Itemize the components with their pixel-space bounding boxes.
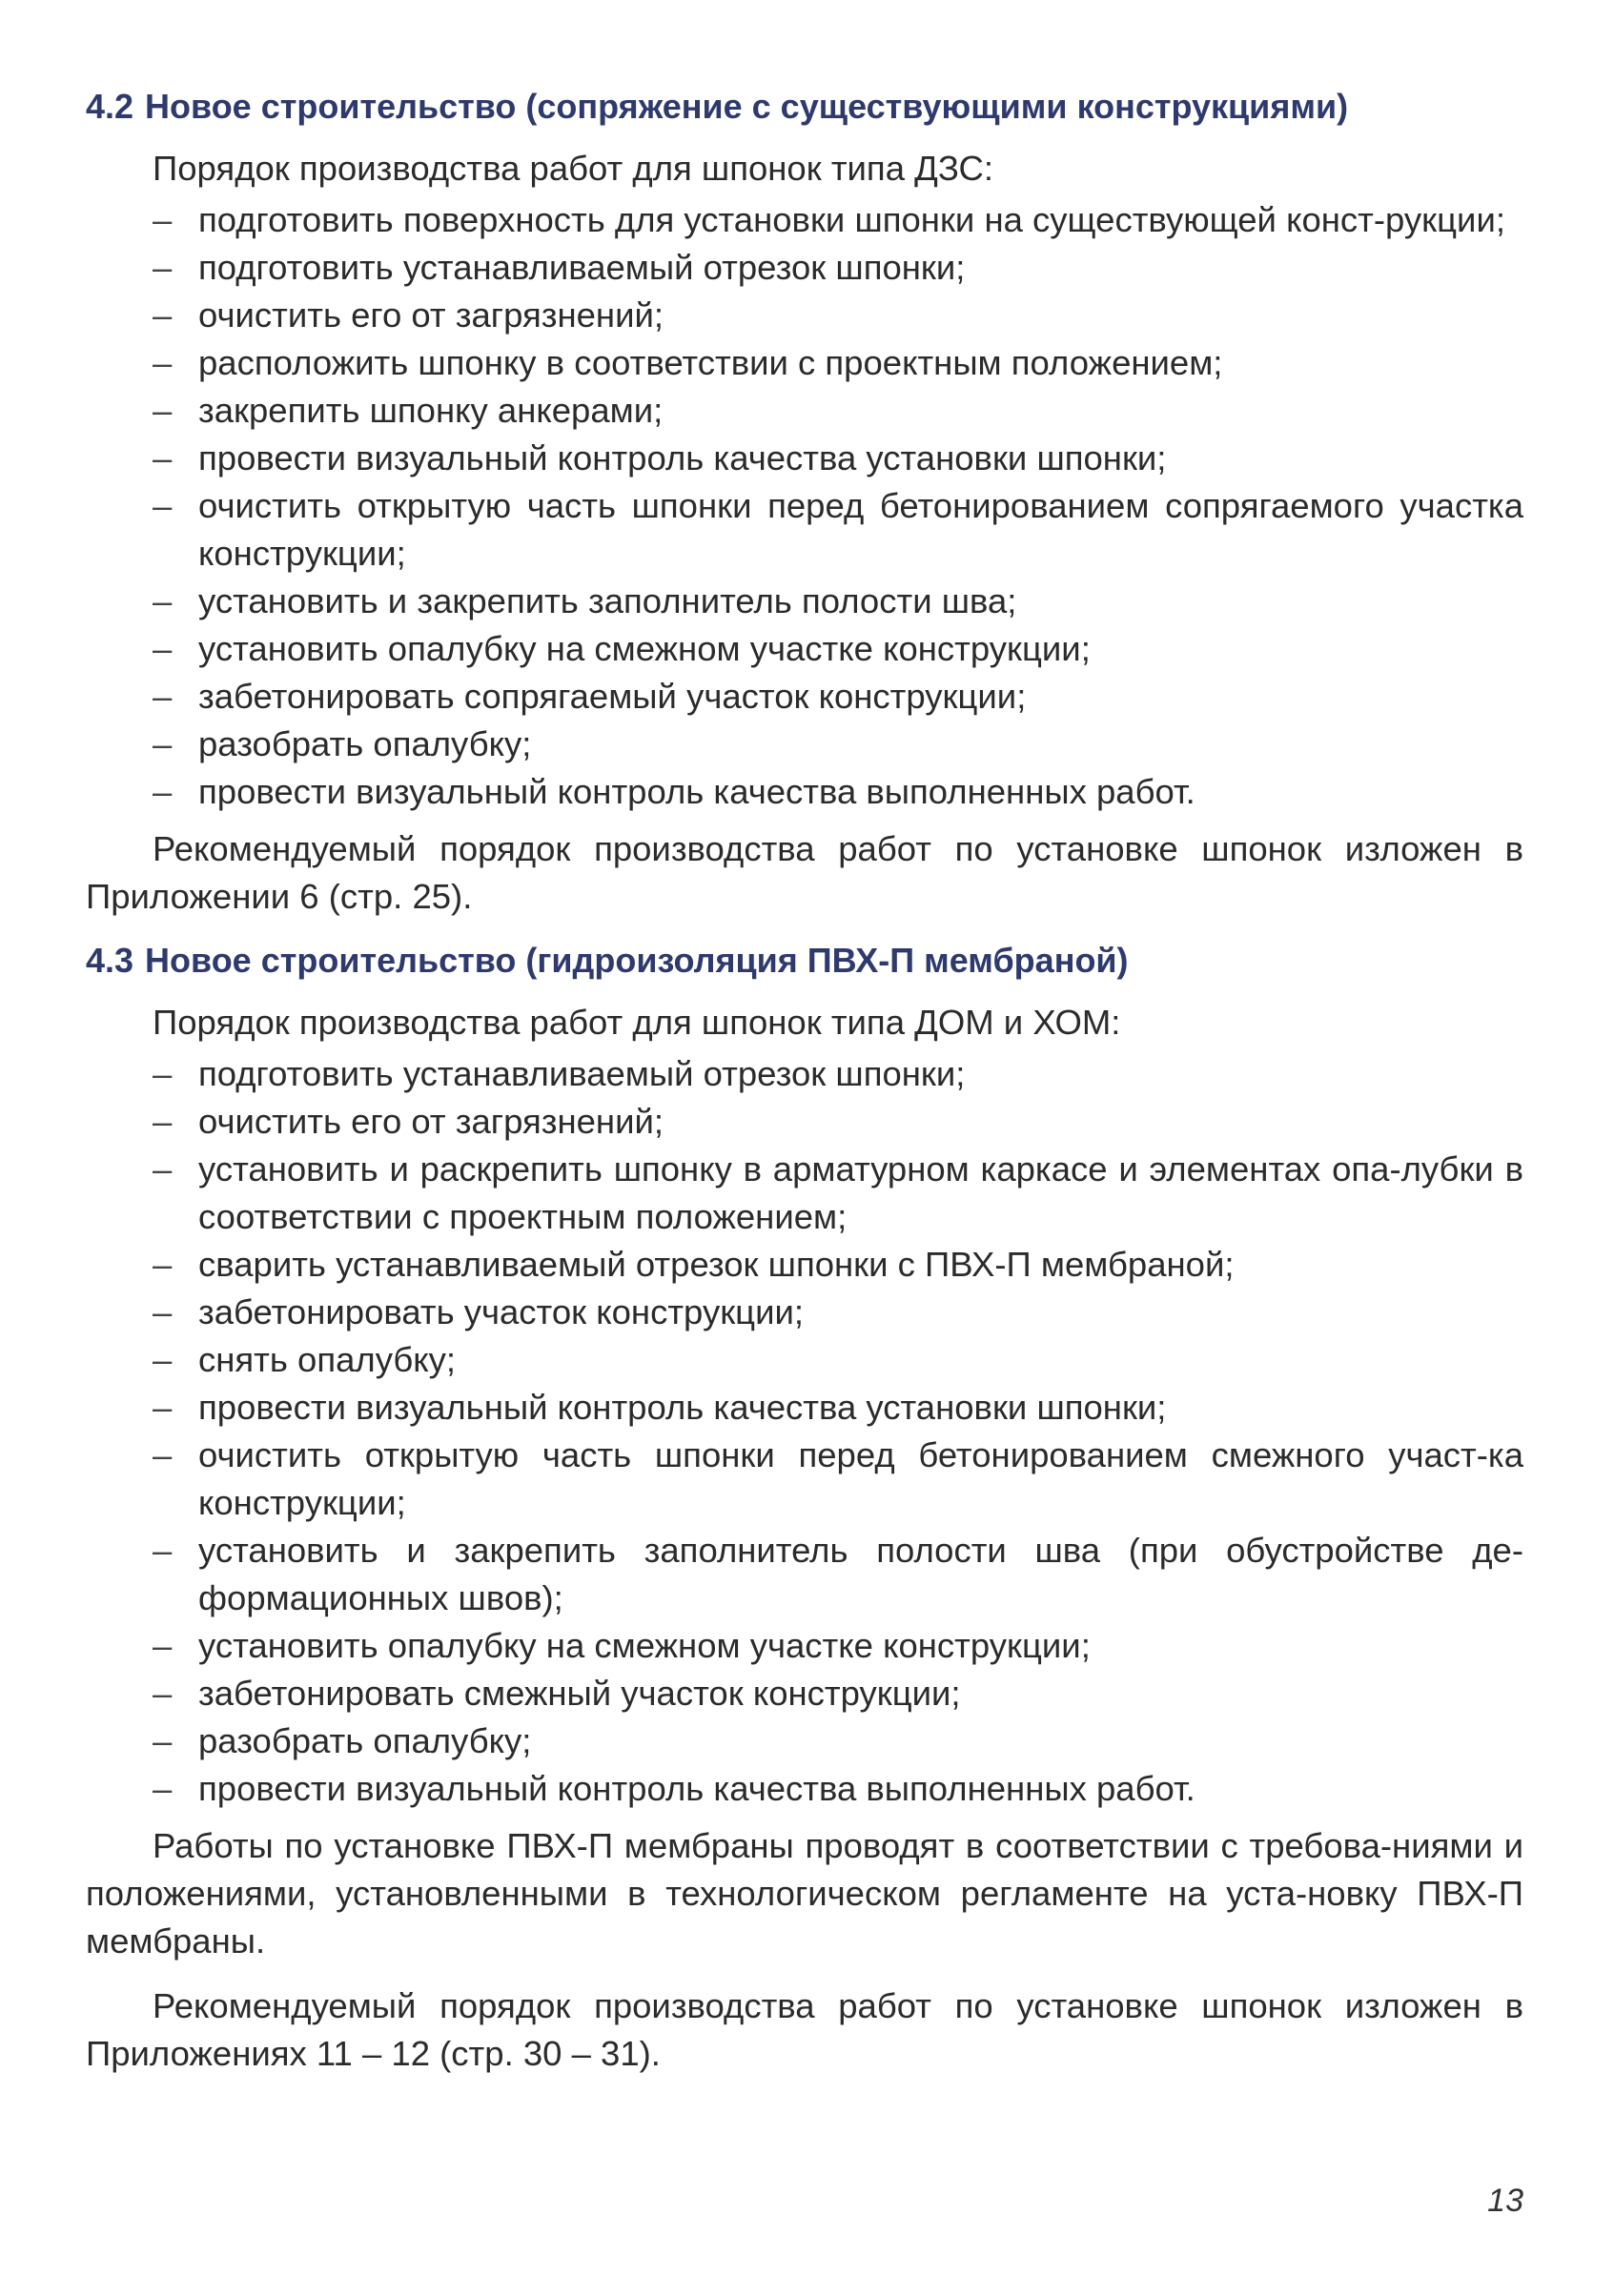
section-intro: Порядок производства работ для шпонок типа ДОМ и ХОМ: — [153, 1003, 1121, 1042]
list-item-text: провести визуальный контроль качества установки шпонки; — [198, 1388, 1167, 1427]
dash-bullet: – — [153, 1292, 173, 1331]
list-item-text: забетонировать смежный участок конструкции; — [198, 1674, 961, 1713]
page-number: 13 — [1487, 2183, 1523, 2219]
section-number: 4.2 — [86, 87, 134, 126]
list-item — [86, 196, 1523, 244]
membrane-note-paragraph: Работы по установке ПВХ-П мембраны проводят в соответствии с требова-ниями и положениями, установленными в технологическом регламенте на уста-новку ПВХ-П мембраны. — [86, 1826, 1523, 1961]
list-item — [86, 1622, 1523, 1670]
procedure-list-4-3 — [86, 1050, 1523, 1813]
dash-bullet: – — [153, 1674, 173, 1713]
list-item — [86, 721, 1523, 768]
dash-bullet: – — [153, 629, 173, 668]
list-item — [86, 482, 1523, 578]
dash-bullet: – — [153, 438, 173, 477]
list-item — [86, 292, 1523, 339]
section-title: Новое строительство (гидроизоляция ПВХ-П мембраной) — [145, 941, 1129, 980]
dash-bullet: – — [153, 1769, 173, 1808]
list-item — [86, 625, 1523, 673]
list-item — [86, 1146, 1523, 1241]
list-item-text: сварить устанавливаемый отрезок шпонки с ПВХ-П мембраной; — [198, 1245, 1235, 1284]
dash-bullet: – — [153, 1626, 173, 1665]
dash-bullet: – — [153, 486, 173, 525]
recommendation-paragraph: Рекомендуемый порядок производства работ по установке шпонок изложен в Приложении 6 (стр. 25). — [86, 829, 1523, 916]
list-item-text: провести визуальный контроль качества выполненных работ. — [198, 1769, 1195, 1808]
list-item — [86, 244, 1523, 292]
list-item — [86, 1765, 1523, 1813]
list-item — [86, 1098, 1523, 1146]
dash-bullet: – — [153, 1149, 173, 1189]
dash-bullet: – — [153, 1340, 173, 1379]
dash-bullet: – — [153, 1721, 173, 1760]
dash-bullet: – — [153, 1245, 173, 1284]
list-item — [86, 1717, 1523, 1765]
dash-bullet: – — [153, 1388, 173, 1427]
list-item-text: очистить открытую часть шпонки перед бетонированием смежного участ-ка конструкции; — [198, 1435, 1523, 1522]
list-item — [86, 578, 1523, 625]
list-item — [86, 1527, 1523, 1622]
list-item-text: подготовить устанавливаемый отрезок шпонки; — [198, 248, 966, 287]
list-item-text: разобрать опалубку; — [198, 1721, 532, 1760]
dash-bullet: – — [153, 343, 173, 382]
list-item — [86, 768, 1523, 816]
list-item — [86, 673, 1523, 721]
list-item — [86, 1432, 1523, 1527]
section-intro: Порядок производства работ для шпонок типа ДЗС: — [153, 149, 993, 188]
recommendation-paragraph: Рекомендуемый порядок производства работ по установке шпонок изложен в Приложениях 11 – 12 (стр. 30 – 31). — [86, 1986, 1523, 2073]
list-item-text: провести визуальный контроль качества установки шпонки; — [198, 438, 1167, 477]
list-item-text: забетонировать участок конструкции; — [198, 1292, 804, 1331]
dash-bullet: – — [153, 1531, 173, 1570]
list-item — [86, 1670, 1523, 1717]
list-item — [86, 387, 1523, 435]
list-item — [86, 1241, 1523, 1289]
dash-bullet: – — [153, 1435, 173, 1474]
list-item-text: разобрать опалубку; — [198, 724, 532, 763]
list-item — [86, 1384, 1523, 1432]
procedure-list-4-2 — [86, 196, 1523, 816]
dash-bullet: – — [153, 391, 173, 430]
section-heading-4-2 — [86, 84, 1523, 130]
dash-bullet: – — [153, 248, 173, 287]
list-item-text: установить опалубку на смежном участке конструкции; — [198, 1626, 1091, 1665]
dash-bullet: – — [153, 295, 173, 335]
list-item-text: подготовить поверхность для установки шпонки на существующей конст-рукции; — [198, 200, 1505, 239]
list-item-text: очистить его от загрязнений; — [198, 295, 664, 335]
list-item-text: снять опалубку; — [198, 1340, 457, 1379]
list-item-text: установить и раскрепить шпонку в арматурном каркасе и элементах опа-лубки в соответствии с проектным положением; — [198, 1149, 1523, 1236]
list-item — [86, 1336, 1523, 1384]
dash-bullet: – — [153, 1054, 173, 1093]
dash-bullet: – — [153, 677, 173, 716]
dash-bullet: – — [153, 724, 173, 763]
section-title: Новое строительство (сопряжение с существующими конструкциями) — [145, 87, 1349, 126]
list-item-text: забетонировать сопрягаемый участок конструкции; — [198, 677, 1027, 716]
dash-bullet: – — [153, 1102, 173, 1141]
list-item-text: установить опалубку на смежном участке конструкции; — [198, 629, 1091, 668]
list-item — [86, 1050, 1523, 1098]
list-item — [86, 1289, 1523, 1336]
list-item-text: подготовить устанавливаемый отрезок шпонки; — [198, 1054, 966, 1093]
document-page — [86, 84, 1523, 2095]
list-item — [86, 435, 1523, 482]
dash-bullet: – — [153, 200, 173, 239]
dash-bullet: – — [153, 581, 173, 620]
list-item — [86, 339, 1523, 387]
list-item-text: очистить его от загрязнений; — [198, 1102, 664, 1141]
section-heading-4-3 — [86, 938, 1523, 984]
list-item-text: установить и закрепить заполнитель полости шва; — [198, 581, 1017, 620]
list-item-text: расположить шпонку в соответствии с проектным положением; — [198, 343, 1223, 382]
section-number: 4.3 — [86, 941, 134, 980]
dash-bullet: – — [153, 772, 173, 811]
list-item-text: закрепить шпонку анкерами; — [198, 391, 664, 430]
list-item-text: провести визуальный контроль качества выполненных работ. — [198, 772, 1195, 811]
list-item-text: очистить открытую часть шпонки перед бетонированием сопрягаемого участка конструкции; — [198, 486, 1523, 573]
list-item-text: установить и закрепить заполнитель полости шва (при обустройстве де-формационных швов); — [198, 1531, 1523, 1617]
